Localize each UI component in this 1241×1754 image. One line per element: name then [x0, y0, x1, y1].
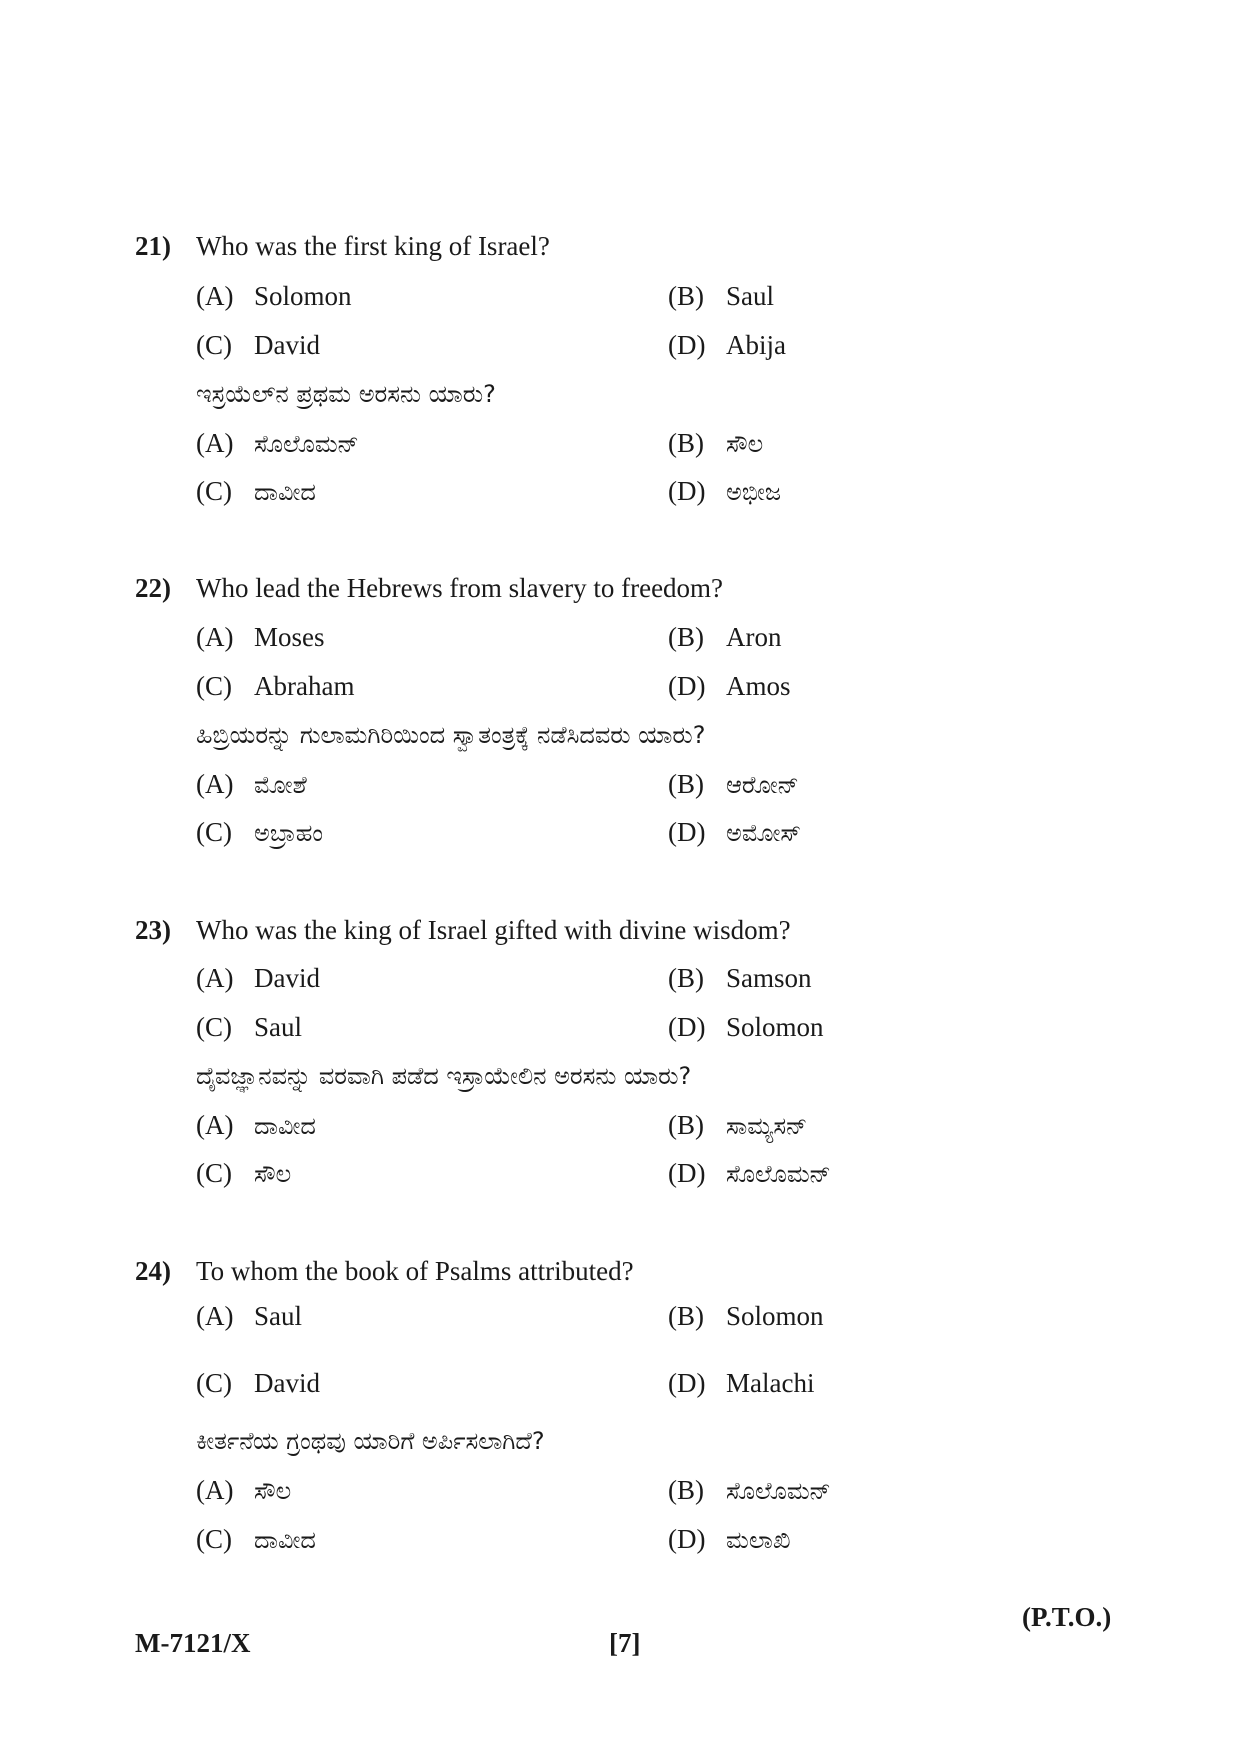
option-a-en: (A) Moses	[196, 622, 325, 652]
question-text-en: To whom the book of Psalms attributed?	[196, 1256, 634, 1286]
option-b-en: (B) Aron	[668, 622, 782, 652]
option-a-kn: (A) ಸೊಲೊಮನ್	[196, 428, 359, 458]
option-d-kn: (D) ಅಮೋಸ್	[668, 817, 801, 847]
question-text-kn: ದೈವಜ್ಞಾನವನ್ನು ವರವಾಗಿ ಪಡೆದ ಇಸ್ರಾಯೇಲಿನ ಅರಸನು ಯಾರು?	[196, 1062, 692, 1090]
pto-label: (P.T.O.)	[1022, 1602, 1112, 1632]
option-c-en: (C) David	[196, 1368, 320, 1398]
option-d-kn: (D) ಅಭೀಜ	[668, 476, 781, 506]
option-c-en: (C) David	[196, 330, 320, 360]
option-b-kn: (B) ಸಾಮ್ಯಸನ್	[668, 1110, 808, 1140]
option-b-en: (B) Saul	[668, 281, 775, 311]
option-a-kn: (A) ದಾವೀದ	[196, 1110, 316, 1140]
option-d-en: (D) Malachi	[668, 1368, 815, 1398]
option-b-en: (B) Samson	[668, 963, 812, 993]
option-c-en: (C) Abraham	[196, 671, 355, 701]
option-c-kn: (C) ದಾವೀದ	[196, 476, 316, 506]
option-b-kn: (B) ಆರೋನ್	[668, 769, 799, 799]
option-a-kn: (A) ಸೌಲ	[196, 1475, 292, 1505]
option-c-kn: (C) ದಾವೀದ	[196, 1524, 316, 1554]
question-text-en: Who lead the Hebrews from slavery to freedom?	[196, 573, 724, 603]
question-text-kn: ಇಸ್ರಯೆಲ್‌ನ ಪ್ರಥಮ ಅರಸನು ಯಾರು?	[196, 380, 496, 408]
option-b-kn: (B) ಸೌಲ	[668, 428, 764, 458]
option-d-kn: (D) ಮಲಾಖಿ	[668, 1524, 791, 1554]
option-c-en: (C) Saul	[196, 1012, 303, 1042]
option-b-en: (B) Solomon	[668, 1301, 824, 1331]
option-a-en: (A) David	[196, 963, 320, 993]
question-number: 22)	[135, 573, 171, 603]
option-c-kn: (C) ಅಬ್ರಾಹಂ	[196, 817, 323, 847]
question-text-en: Who was the king of Israel gifted with divine wisdom?	[196, 915, 791, 945]
option-d-kn: (D) ಸೊಲೊಮನ್	[668, 1158, 831, 1188]
option-a-en: (A) Saul	[196, 1301, 303, 1331]
question-text-kn: ಹಿಬ್ರಿಯರನ್ನು ಗುಲಾಮಗಿರಿಯಿಂದ ಸ್ವಾತಂತ್ರಕ್ಕೆ ನಡೆಸಿದವರು ಯಾರು?	[196, 721, 706, 749]
option-a-en: (A) Solomon	[196, 281, 352, 311]
question-number: 23)	[135, 915, 171, 945]
question-text-en: Who was the first king of Israel?	[196, 231, 550, 261]
question-number: 21)	[135, 231, 171, 261]
option-b-kn: (B) ಸೊಲೊಮನ್	[668, 1475, 831, 1505]
question-text-kn: ಕೀರ್ತನೆಯ ಗ್ರಂಥವು ಯಾರಿಗೆ ಅರ್ಪಿಸಲಾಗಿದೆ?	[196, 1427, 545, 1455]
question-number: 24)	[135, 1256, 171, 1286]
option-c-kn: (C) ಸೌಲ	[196, 1158, 292, 1188]
page-number: [7]	[609, 1628, 641, 1658]
option-a-kn: (A) ಮೋಶೆ	[196, 769, 307, 799]
option-d-en: (D) Solomon	[668, 1012, 824, 1042]
paper-code: M-7121/X	[135, 1628, 251, 1658]
option-d-en: (D) Abija	[668, 330, 786, 360]
option-d-en: (D) Amos	[668, 671, 791, 701]
